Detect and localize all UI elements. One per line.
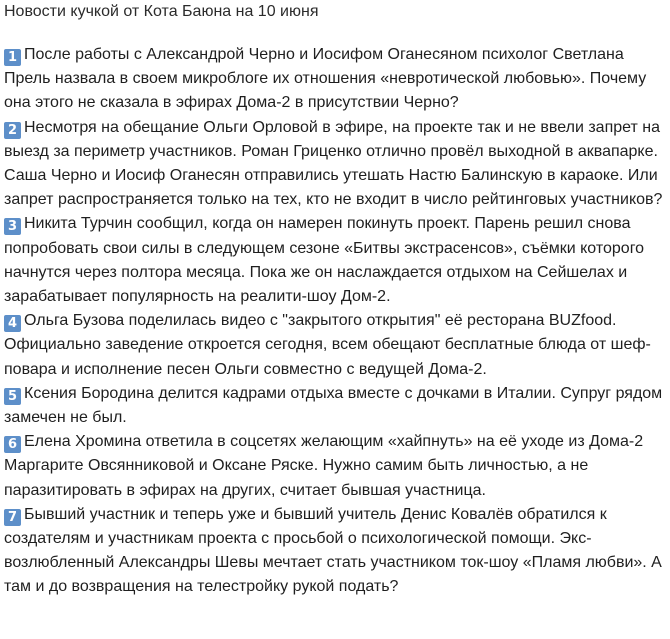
number-4-icon: 4: [4, 315, 21, 332]
news-text: После работы с Александрой Черно и Иосифом Оганесяном психолог Светлана Прель назвала в своем микроблоге их отношения «невротической любовью». Почему она этого не сказала в эфирах Дома-2 в присутствии Черно?: [4, 46, 647, 112]
number-5-icon: 5: [4, 388, 21, 405]
news-item: [4, 309, 664, 382]
news-item: [4, 503, 664, 600]
page-title: Новости кучкой от Кота Баюна на 10 июня: [4, 3, 319, 20]
news-page: [0, 1, 670, 639]
news-item: [4, 212, 664, 309]
news-text: Никита Турчин сообщил, когда он намерен покинуть проект. Парень решил снова попробовать свои силы в следующем сезоне «Битвы экстрасенсов», съёмки которого начнутся через полтора месяца. Пока же он наслаждается отдыхом на Сейшелах и зарабатывает популярность на реалити-шоу Дом-2.: [4, 215, 645, 306]
news-text: Ксения Бородина делится кадрами отдыха вместе с дочками в Италии. Супруг рядом замечен не был.: [4, 384, 663, 427]
news-text: Ольга Бузова поделилась видео с "закрытого открытия" её ресторана BUZfood. Официально заведение откроется сегодня, всем обещают бесплатные блюда от шеф-повара и исполнение песен Ольги совместно с ведущей Дома-2.: [4, 312, 651, 378]
number-7-icon: 7: [4, 509, 21, 526]
news-item: [4, 43, 664, 116]
news-text: Несмотря на обещание Ольги Орловой в эфире, на проекте так и не ввели запрет на выезд за периметр участников. Роман Гриценко отлично провёл выходной в аквапарке. Саша Черно и Иосиф Оганесян отправились утешать Настю Балинскую в караоке. Или запрет распространяется только на тех, кто не входит в число рейтинговых участников?: [4, 118, 663, 209]
number-2-icon: 2: [4, 122, 21, 139]
news-text: Бывший участник и теперь уже и бывший учитель Денис Ковалёв обратился к создателям и участникам проекта с просьбой о психологической помощи. Экс-возлюбленный Александры Шевы мечтает стать участником ток-шоу «Пламя любви». А там и до возвращения на телестройку рукой подать?: [4, 505, 662, 596]
news-item: [4, 430, 664, 503]
number-3-icon: 3: [4, 218, 21, 235]
number-1-icon: 1: [4, 49, 21, 66]
news-list: [4, 43, 664, 600]
news-item: [4, 382, 664, 430]
spacer: [4, 23, 664, 43]
news-item: [4, 116, 664, 213]
number-6-icon: 6: [4, 436, 21, 453]
news-text: Елена Хромина ответила в соцсетях желающим «хайпнуть» на её уходе из Дома-2 Маргарите Овсянниковой и Оксане Ряске. Нужно самим быть личностью, а не паразитировать в эфирах на других, считает бывшая участница.: [4, 433, 644, 499]
